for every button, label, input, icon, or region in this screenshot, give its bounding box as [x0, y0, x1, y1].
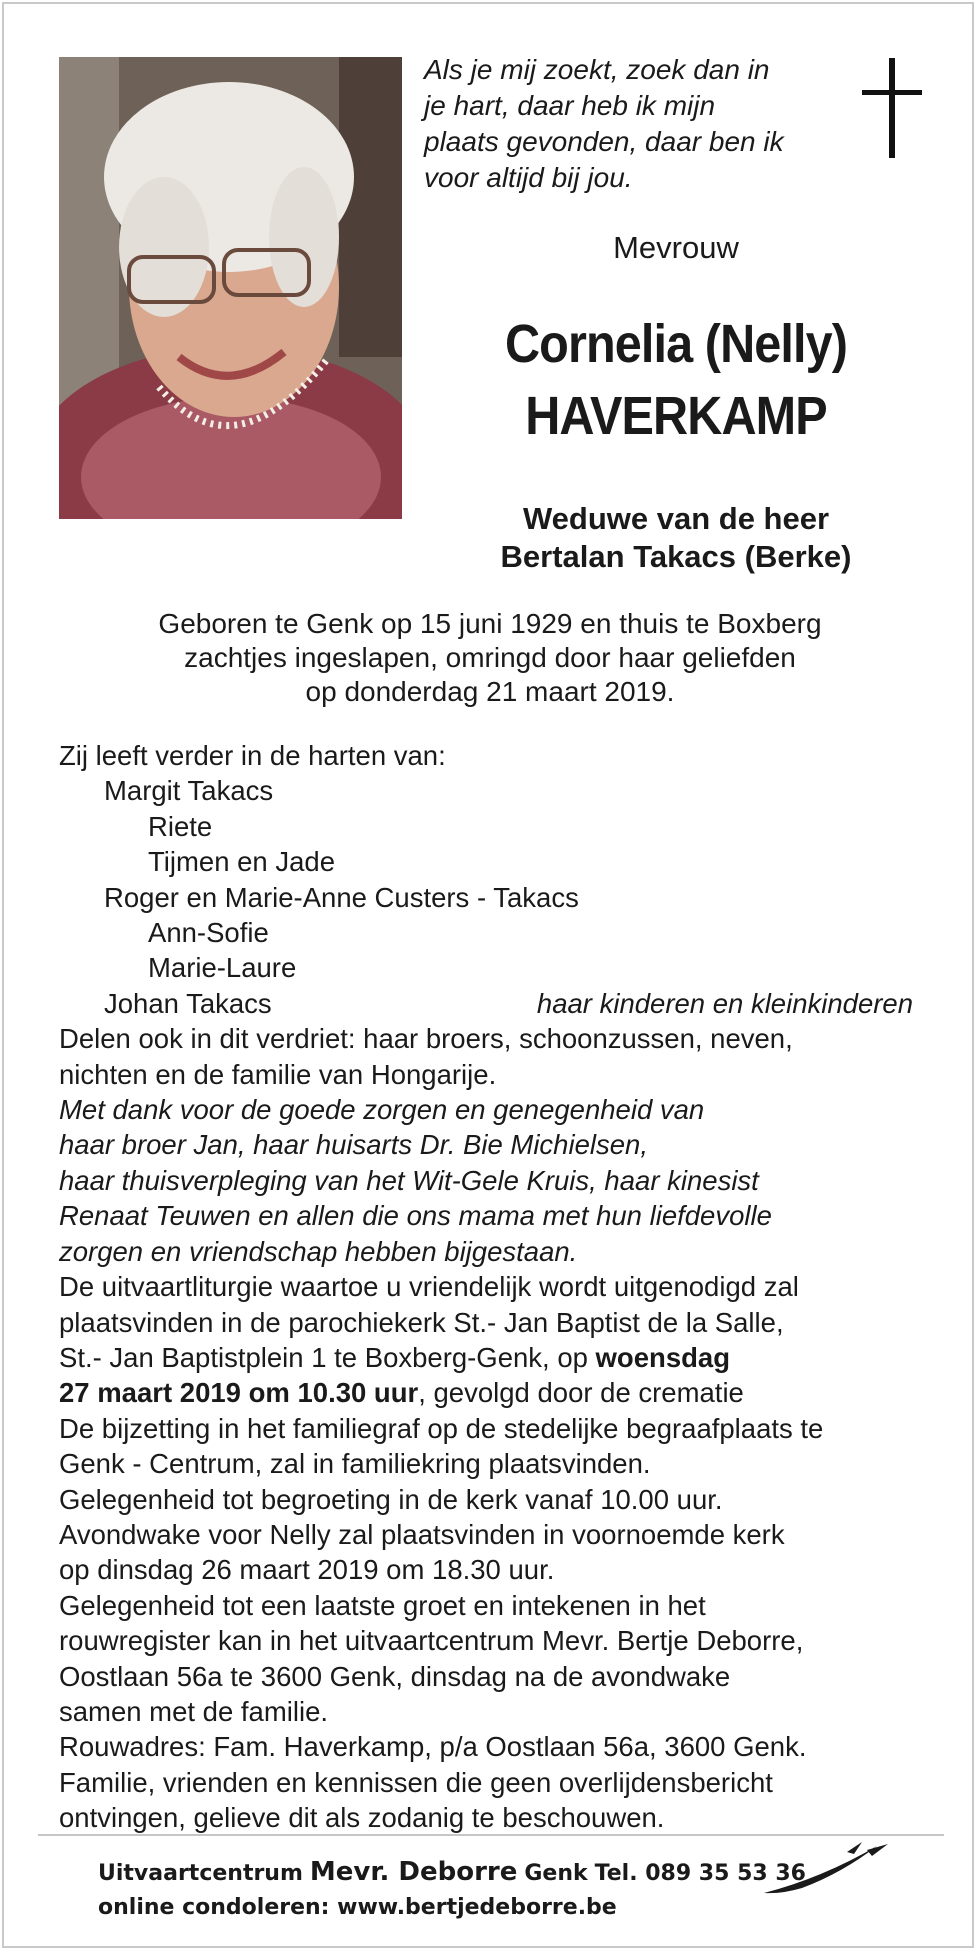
deceased-name [402, 308, 950, 452]
portrait-photo [59, 57, 402, 519]
relation-note: haar kinderen en kleinkinderen [536, 987, 913, 1019]
text-line: plaatsvinden in de parochiekerk St.- Jan Baptist de la Salle, [59, 1306, 784, 1338]
text-line: Oostlaan 56a te 3600 Genk, dinsdag na de avondwake [59, 1660, 731, 1692]
thanks-line: haar broer Jan, haar huisarts Dr. Bie Michielsen, [59, 1129, 648, 1161]
text-line: rouwregister kan in het uitvaartcentrum Mevr. Bertje Deborre, [59, 1625, 804, 1657]
text-span: , gevolgd door de crematie [418, 1377, 744, 1409]
grandchild-name: Tijmen en Jade [148, 846, 335, 878]
text-line [59, 1375, 939, 1410]
grandchild-name: Ann-Sofie [148, 917, 269, 949]
text-line: De uitvaartliturgie waartoe u vriendelijk wordt uitgenodigd zal [59, 1271, 799, 1303]
quote-line: voor altijd bij jou. [424, 162, 633, 193]
thanks-line: Met dank voor de goede zorgen en genegenheid van [59, 1094, 705, 1126]
quote-line: Als je mij zoekt, zoek dan in [424, 54, 770, 85]
text-line: ontvingen, gelieve dit als zodanig te beschouwen. [59, 1802, 665, 1834]
child-name: Roger en Marie-Anne Custers - Takacs [104, 881, 579, 913]
grandchild-name: Riete [148, 810, 213, 842]
funeral-home-city: Genk [524, 1861, 588, 1886]
name-first: Cornelia (Nelly) [504, 314, 848, 374]
text-line: Avondwake voor Nelly zal plaatsvinden in voornoemde kerk [59, 1518, 785, 1550]
birth-line: zachtjes ingeslapen, omringd door haar geliefden [184, 642, 796, 673]
text-line: De bijzetting in het familiegraf op de stedelijke begraafplaats te [59, 1412, 824, 1444]
funeral-home-brand: Mevr. Deborre [309, 1857, 518, 1887]
thanks-line: Renaat Teuwen en allen die ons mama met hun liefdevolle [59, 1200, 772, 1232]
text-line: Familie, vrienden en kennissen die geen overlijdensbericht [59, 1766, 773, 1798]
text-line: Genk - Centrum, zal in familiekring plaatsvinden. [59, 1448, 651, 1480]
widow-of [402, 500, 950, 576]
birth-line: Geboren te Genk op 15 juni 1929 en thuis te Boxberg [158, 608, 822, 639]
memorial-quote [424, 52, 844, 196]
funeral-home-line [98, 1855, 806, 1891]
grandchild-name: Marie-Laure [148, 952, 297, 984]
name-last: HAVERKAMP [525, 386, 827, 446]
funeral-home-footer [98, 1855, 806, 1925]
spouse-name: Bertalan Takacs (Berke) [500, 539, 852, 574]
child-name: Johan Takacs [104, 987, 272, 1019]
thanks-line: haar thuisverpleging van het Wit-Gele Kruis, haar kinesist [59, 1164, 759, 1196]
date-bold: 27 maart 2019 om 10.30 uur [59, 1377, 419, 1409]
text-span: St.- Jan Baptistplein 1 te Boxberg-Genk, op [59, 1341, 596, 1373]
text-line: Gelegenheid tot begroeting in de kerk vanaf 10.00 uur. [59, 1483, 723, 1515]
widow-line: Weduwe van de heer [522, 501, 830, 536]
text-line: samen met de familie. [59, 1695, 328, 1727]
birth-line: op donderdag 21 maart 2019. [305, 676, 675, 707]
birth-death-info [60, 607, 920, 709]
funeral-home-phone: Tel. 089 35 53 36 [594, 1861, 806, 1886]
child-name: Margit Takacs [104, 775, 274, 807]
quote-line: plaats gevonden, daar ben ik [424, 126, 784, 157]
text-line: nichten en de familie van Hongarije. [59, 1058, 497, 1090]
announcement-body [59, 738, 939, 1836]
online-condolence: online condoleren: www.bertjedeborre.be [98, 1895, 617, 1920]
cross-icon [862, 58, 922, 158]
text-line [59, 1340, 939, 1375]
quote-line: je hart, daar heb ik mijn [424, 90, 716, 121]
funeral-home-label: Uitvaartcentrum [98, 1861, 303, 1886]
text-line: op dinsdag 26 maart 2019 om 18.30 uur. [59, 1554, 555, 1586]
text-line: Gelegenheid tot een laatste groet en intekenen in het [59, 1589, 706, 1621]
footer-divider [38, 1834, 944, 1836]
thanks-line: zorgen en vriendschap hebben bijgestaan. [59, 1235, 578, 1267]
text-line: Delen ook in dit verdriet: haar broers, schoonzussen, neven, [59, 1023, 793, 1055]
family-intro: Zij leeft verder in de harten van: [59, 740, 446, 771]
date-bold: woensdag [595, 1341, 731, 1373]
bird-logo-icon [762, 1838, 892, 1898]
child-row [59, 986, 939, 1021]
text-line: Rouwadres: Fam. Haverkamp, p/a Oostlaan 56a, 3600 Genk. [59, 1731, 807, 1763]
salutation: Mevrouw [613, 230, 739, 265]
